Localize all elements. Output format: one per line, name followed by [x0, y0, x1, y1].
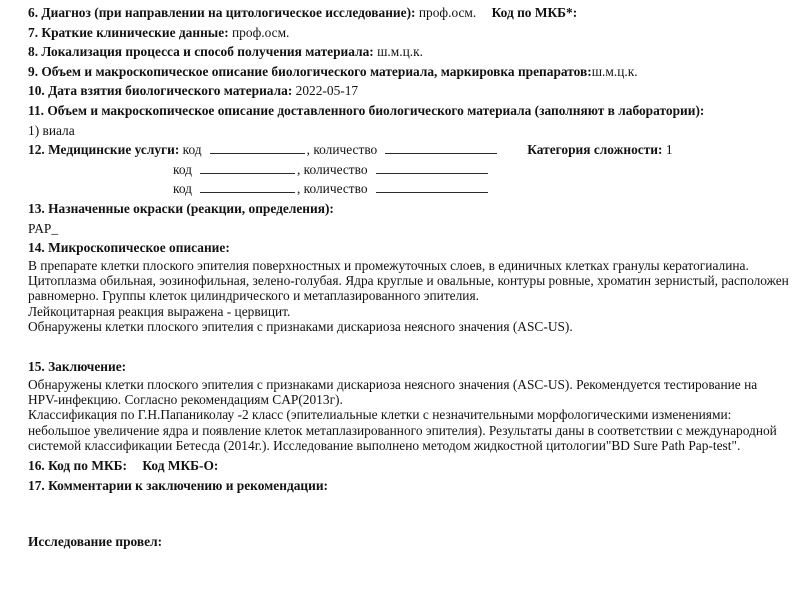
field-15-text-line: системой классификации Бетесда (2014г.). Исследование выполнено методом жидкостной цитологии"BD Sure Path Pap-test". [28, 437, 741, 453]
field-11-value: 1) виала [28, 122, 75, 138]
blank-code-field-2 [200, 162, 295, 174]
field-17-label: 17. Комментарии к заключению и рекомендации: [28, 477, 329, 493]
field-7-clinical-data [28, 23, 806, 43]
field-17-comments [28, 476, 806, 496]
field-15-text-line: небольшое увеличение ядра и появление клеток метаплазированного эпителия). Результаты даны в соответствии с международной [28, 422, 777, 438]
quantity-label: , количество [296, 161, 368, 177]
field-15-text-line: Обнаружены клетки плоского эпителия с признаками дискариоза неясного значения (ASC-US). Рекомендуется тестирование на [28, 376, 758, 392]
field-14-text-line: Лейкоцитарная реакция выражена - цервицит. [28, 303, 291, 319]
code-label: код [173, 161, 192, 177]
field-6-icd-label: Код по МКБ*: [491, 5, 578, 20]
code-label: код [173, 181, 192, 197]
blank-quantity-field-3 [376, 181, 488, 193]
field-6-diagnosis [28, 3, 806, 23]
field-14-text-line: Обнаружены клетки плоского эпителия с признаками дискариоза неясного значения (ASC-US). [28, 318, 573, 334]
field-14-text-line: Цитоплазма обильная, эозинофильная, зелено-голубая. Ядра круглые и овальные, контуры ровные, хроматин зернистый, расположен [28, 273, 789, 289]
field-8-value: ш.м.ц.к. [377, 44, 423, 60]
field-16-icd-o-label: Код МКБ-О: [142, 458, 219, 474]
field-7-label: 7. Краткие клинические данные: [28, 24, 229, 40]
field-12-label: 12. Медицинские услуги: [28, 142, 180, 158]
field-12-services-row-3 [173, 179, 806, 199]
quantity-label: , количество [296, 181, 368, 197]
field-7-value: проф.осм. [232, 24, 290, 40]
field-13-value: PAP_ [28, 220, 59, 236]
field-15-text-line: HPV-инфекцию. Согласно рекомендациям CAP(2013г). [28, 392, 343, 408]
field-8-label: 8. Локализация процесса и способ получения материала: [28, 44, 374, 60]
field-9-macro-description [28, 62, 806, 82]
complexity-category-value: 1 [665, 142, 673, 158]
field-14-microscopic-description [28, 238, 806, 258]
field-6-label: 6. Диагноз (при направлении на цитологическое исследование): [28, 5, 416, 20]
field-9-value: ш.м.ц.к. [591, 63, 638, 79]
field-16-icd-codes [28, 456, 806, 476]
field-14-label: 14. Микроскопическое описание: [28, 240, 230, 256]
complexity-category-label: Категория сложности: [527, 142, 663, 158]
examiner-signature-line [28, 532, 806, 552]
blank-code-field-3 [200, 181, 295, 193]
field-16-label: 16. Код по МКБ: [28, 458, 127, 474]
blank-quantity-field-1 [385, 142, 497, 154]
field-13-label: 13. Назначенные окраски (реакции, определения): [28, 200, 334, 216]
blank-code-field-1 [210, 142, 305, 154]
field-15-label: 15. Заключение: [28, 359, 127, 375]
examiner-label: Исследование провел: [28, 534, 163, 550]
field-12-services-row-1 [28, 140, 806, 160]
blank-quantity-field-2 [376, 162, 488, 174]
field-9-label: 9. Объем и макроскопическое описание биологического материала, маркировка препаратов: [28, 63, 592, 79]
code-label: код [182, 142, 202, 158]
field-6-value: проф.осм. [418, 5, 477, 20]
field-10-label: 10. Дата взятия биологического материала: [28, 83, 293, 99]
field-13-stains [28, 199, 806, 219]
field-8-localization [28, 42, 806, 62]
quantity-label: , количество [306, 142, 378, 158]
field-11-label: 11. Объем и макроскопическое описание доставленного биологического материала (заполняют в лаборатории): [28, 102, 705, 118]
field-14-text-line: В препарате клетки плоского эпителия поверхностных и промежуточных слоев, в единичных клетках гранулы кератогиалина. [28, 257, 749, 273]
field-11-delivered-material [28, 101, 806, 121]
field-10-value: 2022-05-17 [295, 83, 359, 99]
field-15-conclusion [28, 357, 806, 377]
field-15-text-line: Классификация по Г.Н.Папаниколау -2 класс (эпителиальные клетки с незначительными морфологическими изменениями: [28, 407, 732, 423]
field-14-text-line: равномерно. Группы клеток цилиндрического и метаплазированного эпителия. [28, 288, 479, 304]
field-12-services-row-2 [173, 160, 806, 180]
field-10-sample-date [28, 81, 806, 101]
